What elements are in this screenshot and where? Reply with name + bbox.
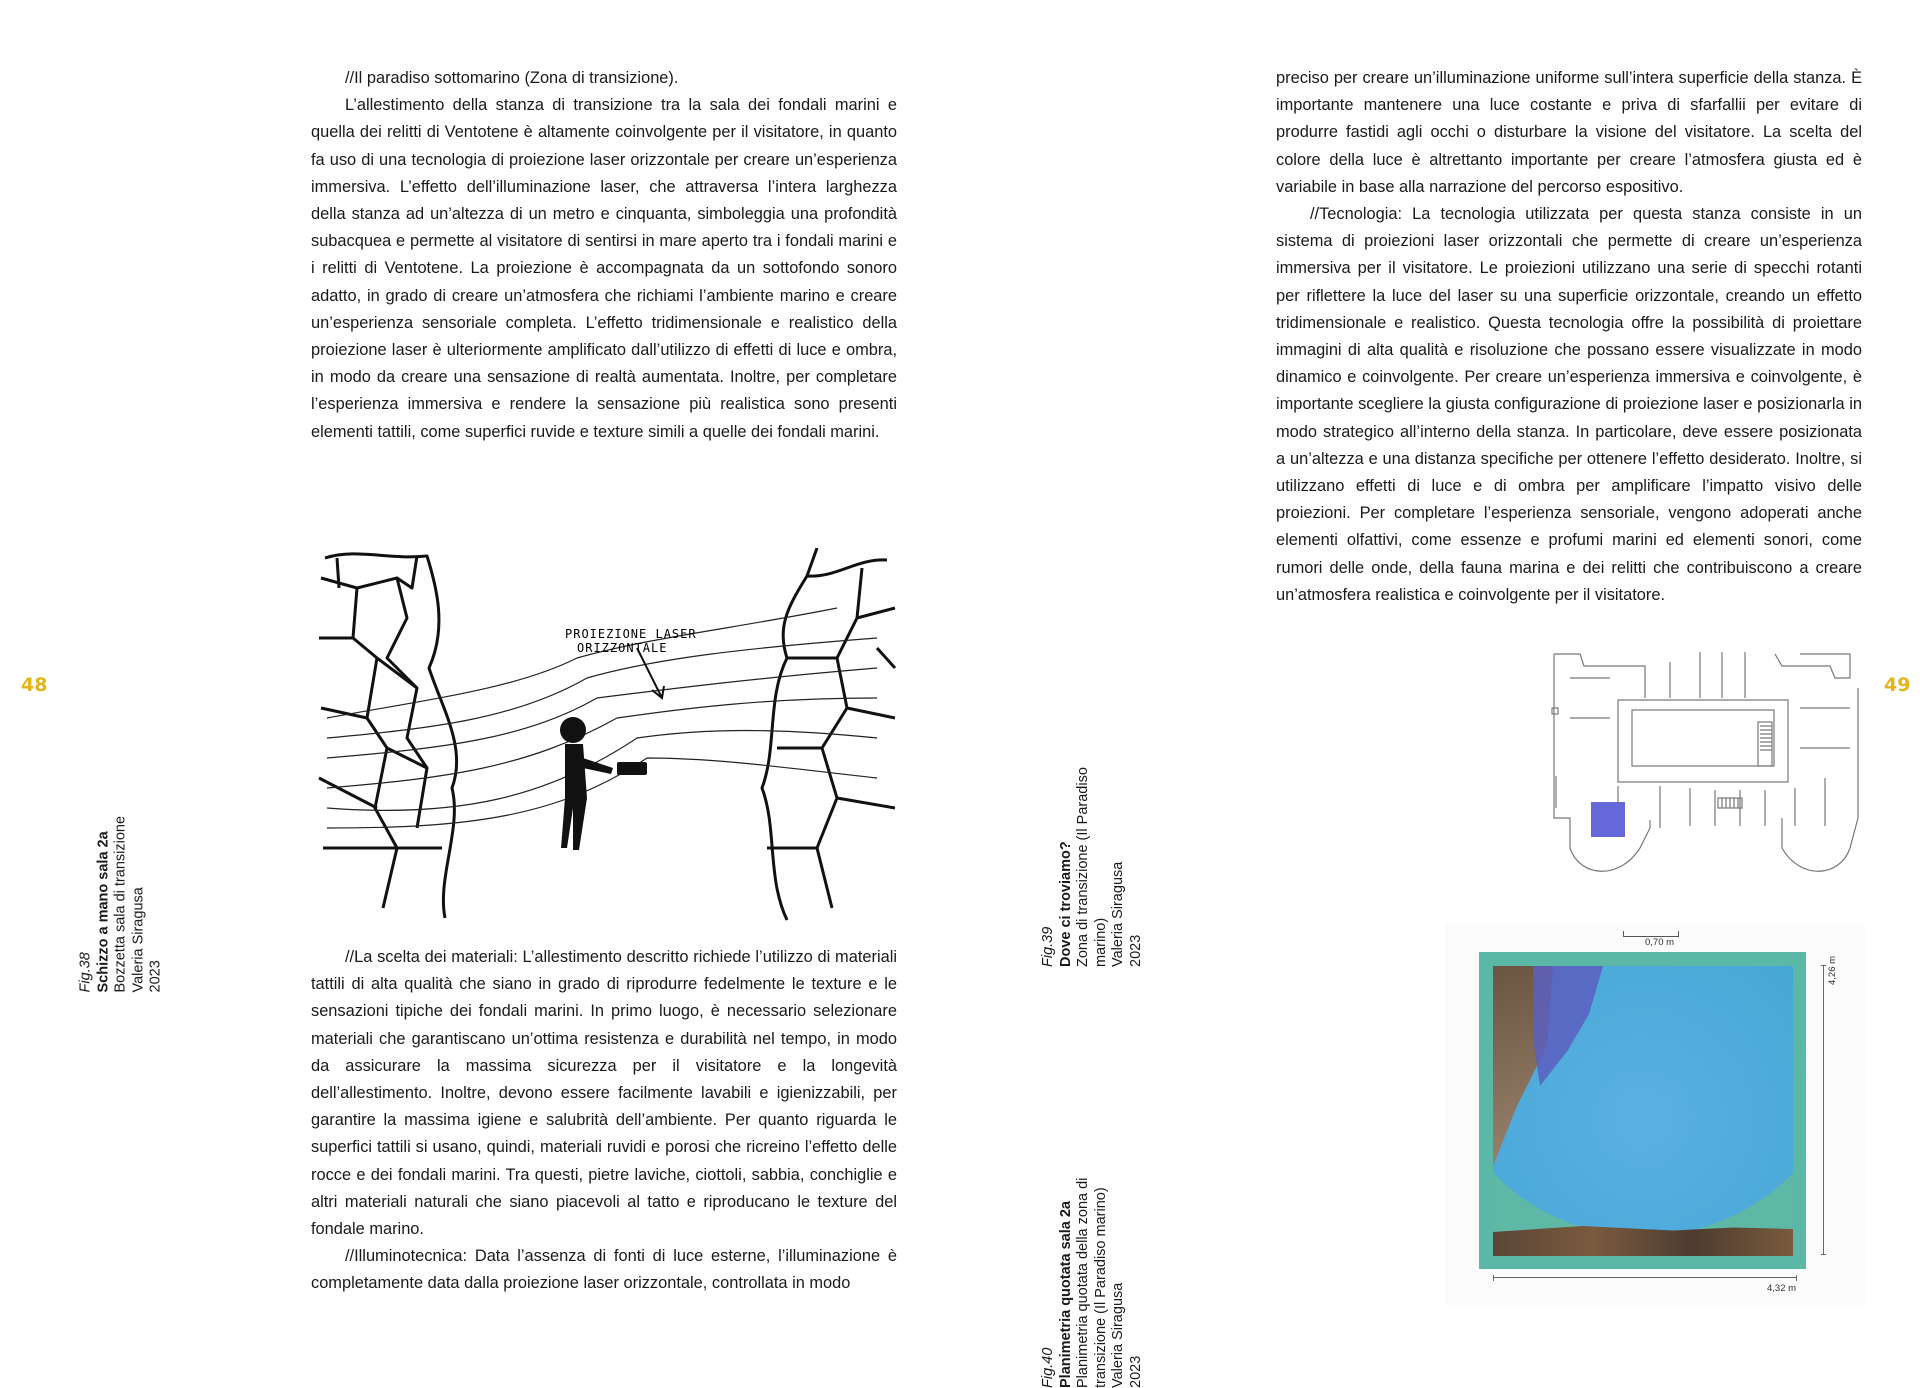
page-number-left: 48: [21, 674, 48, 696]
sketch-label-line1: PROIEZIONE LASER: [565, 627, 697, 641]
section-heading: //Il paradiso sottomarino (Zona di transizione).: [345, 69, 679, 87]
figure-caption-40: [1040, 1178, 1145, 1388]
caption-line: 2023: [1127, 1355, 1144, 1388]
dimensioned-plan: [1445, 925, 1865, 1305]
sketch-label-line2: ORIZZONTALE: [577, 641, 668, 655]
width-label: 4,32 m: [1767, 1283, 1797, 1294]
caption-title: Dove ci troviamo?: [1057, 841, 1074, 967]
paragraph: preciso per creare un’illuminazione uniforme sull’intera superficie della stanza. È importante mantenere una luce costante e priva di sfarfallii per evitare di produrre fastidi agli occhi o disturbare la visione del visitatore. La scelta del colore della luce è altrettanto importante per creare l’atmosfera giusta ed è variabile in base alla narrazione del percorso espositivo.: [1276, 69, 1862, 196]
caption-line: Valeria Siragusa: [1110, 1282, 1126, 1388]
scale-label: 0,70 m: [1645, 937, 1675, 948]
caption-line: marino): [1092, 917, 1109, 967]
paragraph: L’allestimento della stanza di transizione tra la sala dei fondali marini e quella dei relitti di Ventotene è altamente coinvolgente per il visitatore, in quanto fa uso di una tecnologia di proiezione laser orizzontale per creare un’esperienza immersiva. L’effetto dell’illuminazione laser, che attraversa l’intera larghezza della stanza ad un’altezza di un metro e cinquanta, simboleggia una profondità subacquea e permette al visitatore di sentirsi in mare aperto tra i fondali marini e i relitti di Ventotene. La proiezione è accompagnata da un sottofondo sonoro adatto, in grado di creare un’atmosfera che richiami l’ambiente marino e creare un’esperienza sensoriale completa. L’effetto tridimensionale e realistico della proiezione laser è ulteriormente amplificato dall’utilizzo di effetti di luce e ombra, in modo da creare una sensazione di realtà aumentata. Inoltre, per completare l’esperienza immersiva e rendere la sensazione più realistica sono presenti elementi tattili, come superfici ruvide e texture simili a quelle dei fondali marini.: [311, 96, 897, 441]
caption-line: Valeria Siragusa: [1110, 861, 1126, 967]
caption-line: 2023: [1127, 934, 1144, 967]
floor-plan-location: [1550, 648, 1862, 878]
caption-line: 2023: [147, 960, 164, 993]
paragraph: //La scelta dei materiali: L’allestimento descritto richiede l’utilizzo di materiali tattili di alta qualità che siano in grado di riprodurre fedelmente le texture e le sensazioni tipiche dei fondali marini. In primo luogo, è necessario selezionare materiali che garantiscano un’ottima resistenza e durabilità nel tempo, in modo da assicurare la massima sicurezza per il visitatore e la longevità dell’allestimento. Inoltre, devono essere facilmente lavabili e igienizzabili, per garantire la massima igiene e salubrità dell’ambiente. Per quanto riguarda le superfici tattili si usano, quindi, materiali ruvidi e porosi che ricreino l’effetto delle rocce e dei fondali marini. Tra questi, pietre laviche, ciottoli, sabbia, conchiglie e altri materiali naturali che siano piacevoli al tatto e riproducano le texture del fondale marino.: [311, 948, 897, 1239]
caption-title: Schizzo a mano sala 2a: [95, 831, 111, 993]
sketch-figure: [317, 548, 897, 924]
caption-fig-number: Fig.39: [1040, 926, 1056, 967]
caption-fig-number: Fig.38: [77, 952, 94, 993]
width-dimension-line: [1493, 1275, 1797, 1281]
left-text-top: [311, 65, 897, 446]
paragraph: //Tecnologia: La tecnologia utilizzata per questa stanza consiste in un sistema di proiezioni laser orizzontali che permette di creare un’esperienza immersiva per il visitatore. Le proiezioni utilizzano una serie di specchi rotanti per riflettere la luce del laser su una superficie orizzontale, creando un effetto tridimensionale e realistico. Questa tecnologia offre la possibilità di proiettare immagini di alta qualità e risoluzione che possano essere visualizzate in modo dinamico e coinvolgente. Per creare un’esperienza immersiva e coinvolgente, è importante scegliere la giusta configurazione di proiezione laser e posizionarla in modo strategico all’interno della stanza. In particolare, deve essere posizionata a un’altezza e una distanza specifiche per ottenere l’effetto desiderato. Inoltre, si utilizzano effetti di luce e di ombra per amplificare l’impatto visivo delle proiezioni. Per completare l’esperienza sensoriale, vengono adoperati anche elementi olfattivi, come essenze e profumi marini ed elementi sonori, come rumori delle onde, della fauna marina e dei relitti che contribuiscono a creare un’atmosfera realistica e coinvolgente per il visitatore.: [1276, 205, 1862, 604]
caption-line: transizione (Il Paradiso marino): [1092, 1187, 1109, 1388]
hand-sketch-image: [317, 548, 897, 924]
rock-bottom: [1493, 1226, 1793, 1256]
caption-title: Planimetria quotata sala 2a: [1057, 1201, 1074, 1388]
caption-line: Planimetria quotata della zona di: [1075, 1177, 1091, 1388]
caption-line: Bozzetta sala di transizione: [112, 815, 129, 993]
caption-line: Zona di transizione (Il Paradiso: [1075, 767, 1091, 967]
height-dimension-line: [1821, 965, 1826, 1255]
plan-image: [1479, 952, 1806, 1269]
paragraph: //Illuminotecnica: Data l’assenza di fonti di luce esterne, l’illuminazione è completamente data dalla proiezione laser orizzontale, controllata in modo: [311, 1247, 897, 1293]
caption-line: Valeria Siragusa: [130, 887, 146, 993]
page-number-right: 49: [1884, 674, 1911, 696]
left-text-bottom: [311, 944, 897, 1298]
right-text: [1276, 65, 1862, 609]
figure-caption-38: [78, 816, 166, 993]
height-label: 4,26 m: [1827, 955, 1838, 985]
caption-fig-number: Fig.40: [1040, 1347, 1056, 1388]
highlighted-room: [1591, 802, 1625, 837]
figure-caption-39: [1040, 767, 1145, 967]
